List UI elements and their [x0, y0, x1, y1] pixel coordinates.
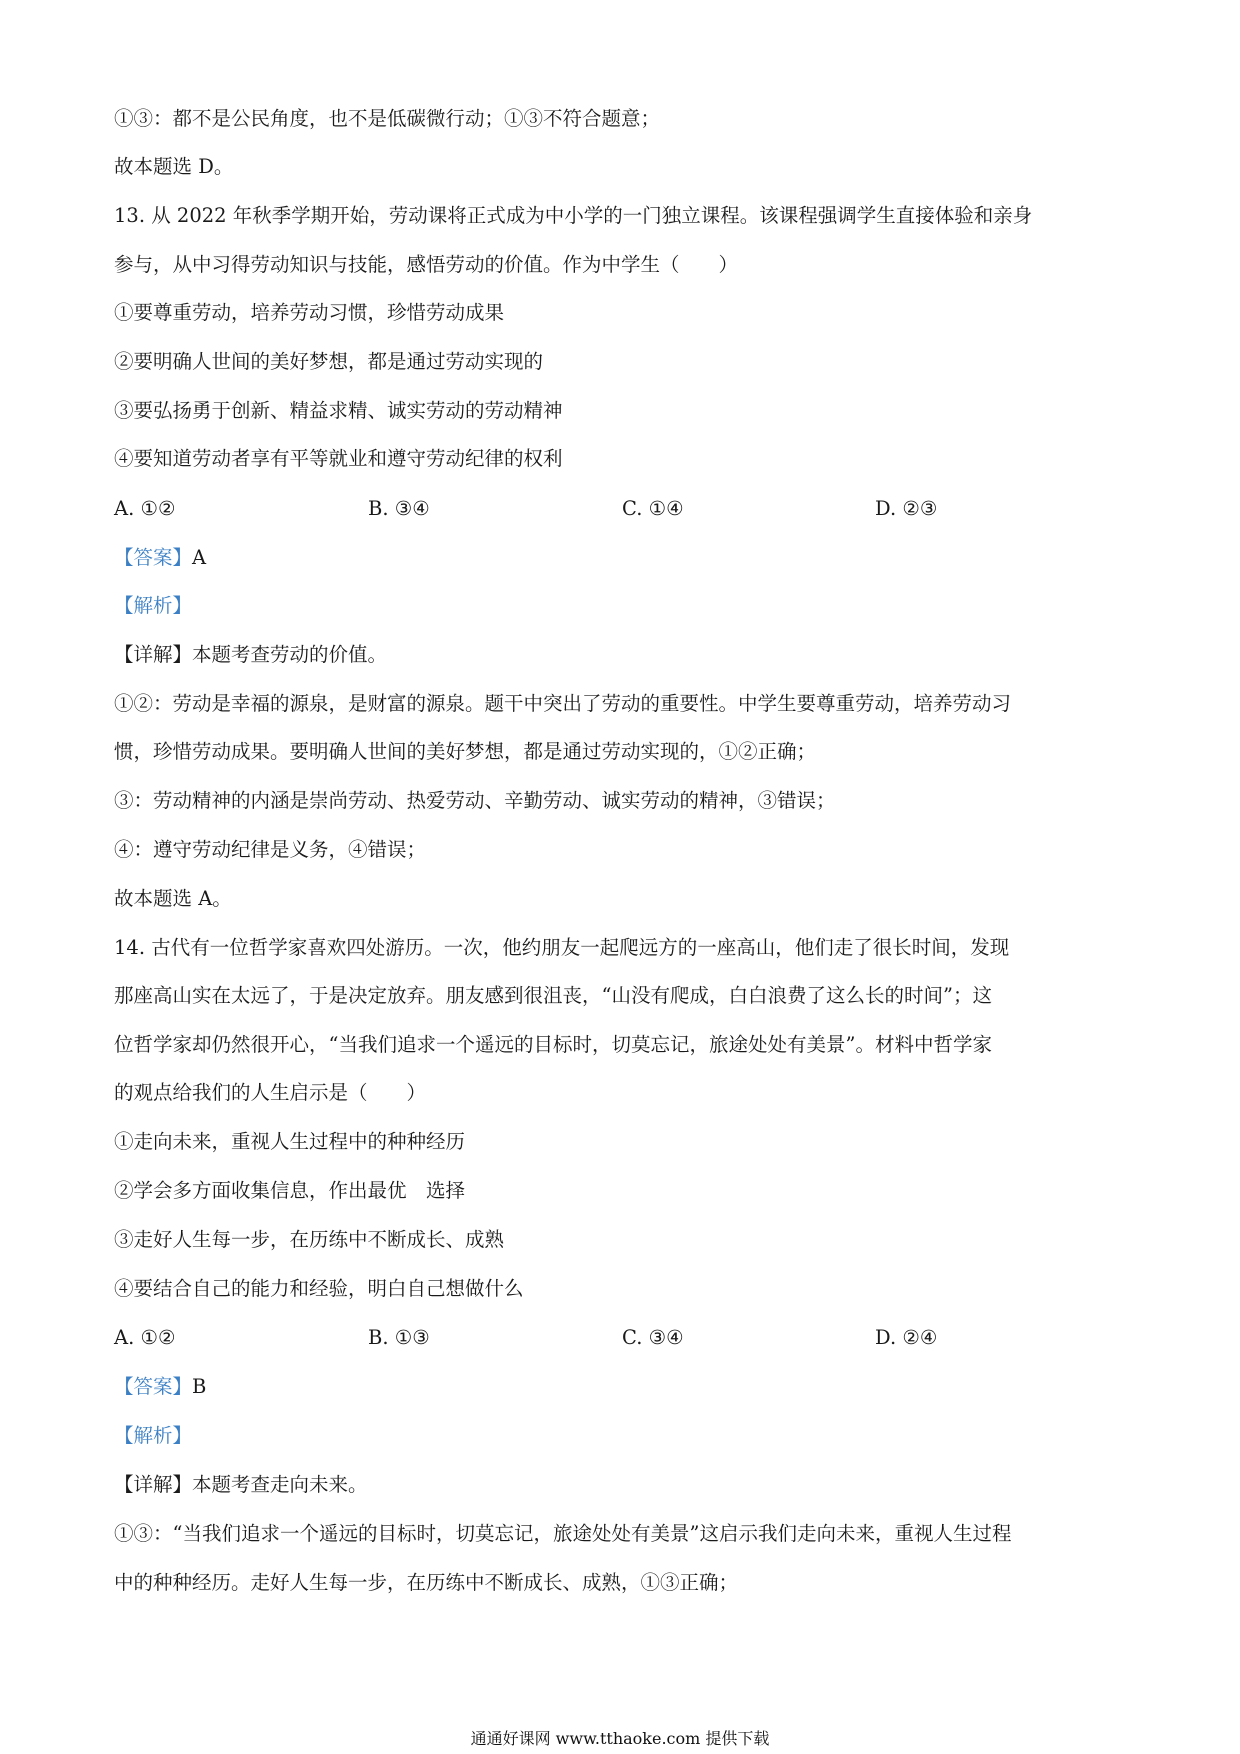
q14-explain-line-2: 中的种种经历。走好人生每一步，在历练中不断成长、成熟，①③正确； [114, 1571, 739, 1594]
q14-stem-line-3: 位哲学家却仍然很开心，“当我们追求一个遥远的目标时，切莫忘记，旅途处处有美景”。材料中哲学家 [114, 1033, 992, 1056]
answer-tag: 【答案】 [114, 546, 193, 569]
q13-detail-line [114, 640, 1130, 670]
analysis-tag: 【解析】 [114, 1424, 193, 1447]
q14-answer-line [114, 1372, 1130, 1402]
q13-item-1: ①要尊重劳动，培养劳动习惯，珍惜劳动成果 [114, 301, 505, 324]
q13-explain-line-1: ①②：劳动是幸福的源泉，是财富的源泉。题干中突出了劳动的重要性。中学生要尊重劳动，培养劳动习 [114, 692, 1012, 715]
q14-stem-line-1: 14. 古代有一位哲学家喜欢四处游历。一次，他约朋友一起爬远方的一座高山，他们走了很长时间，发现 [114, 936, 1010, 959]
detail-tag: 【详解】 [114, 643, 193, 666]
q13-conclusion: 故本题选 A。 [114, 887, 232, 910]
footer-watermark: 通通好课网 www.tthaoke.com 提供下载 [470, 1729, 770, 1748]
q13-option-c: C. ①④ [622, 497, 684, 520]
analysis-tag: 【解析】 [114, 594, 193, 617]
detail-text: 本题考查走向未来。 [192, 1473, 368, 1496]
q14-item-3: ③走好人生每一步，在历练中不断成长、成熟 [114, 1228, 505, 1251]
q13-item-4: ④要知道劳动者享有平等就业和遵守劳动纪律的权利 [114, 447, 563, 470]
q14-option-b: B. ①③ [368, 1326, 430, 1349]
q13-item-3: ③要弘扬勇于创新、精益求精、诚实劳动的劳动精神 [114, 399, 563, 422]
q13-stem-line-1: 13. 从 2022 年秋季学期开始，劳动课将正式成为中小学的一门独立课程。该课程强调学生直接体验和亲身 [114, 204, 1033, 227]
prev-conclusion: 故本题选 D。 [114, 155, 234, 178]
q14-item-2: ②学会多方面收集信息，作出最优 选择 [114, 1179, 466, 1202]
answer-value: B [192, 1375, 207, 1398]
q13-explain-line-4: ④：遵守劳动纪律是义务，④错误； [114, 838, 427, 861]
answer-value: A [192, 546, 207, 569]
q13-item-2: ②要明确人世间的美好梦想，都是通过劳动实现的 [114, 350, 544, 373]
q14-option-c: C. ③④ [622, 1326, 684, 1349]
answer-tag: 【答案】 [114, 1375, 193, 1398]
q14-item-1: ①走向未来，重视人生过程中的种种经历 [114, 1130, 466, 1153]
q13-stem-line-2: 参与，从中习得劳动知识与技能，感悟劳动的价值。作为中学生（ ） [114, 253, 739, 276]
detail-tag: 【详解】 [114, 1473, 193, 1496]
q13-explain-line-3: ③：劳动精神的内涵是崇尚劳动、热爱劳动、辛勤劳动、诚实劳动的精神，③错误； [114, 789, 836, 812]
q14-item-4: ④要结合自己的能力和经验，明白自己想做什么 [114, 1277, 524, 1300]
q13-answer-line [114, 543, 1130, 573]
q14-explain-line-1: ①③：“当我们追求一个遥远的目标时，切莫忘记，旅途处处有美景”这启示我们走向未来，重视人生过程 [114, 1522, 1012, 1545]
q14-option-d: D. ②④ [875, 1326, 938, 1349]
q14-option-a: A. ①② [114, 1326, 176, 1349]
prev-analysis-line: ①③：都不是公民角度，也不是低碳微行动；①③不符合题意； [114, 107, 661, 130]
q14-stem-line-2: 那座高山实在太远了，于是决定放弃。朋友感到很沮丧，“山没有爬成，白白浪费了这么长的时间”；这 [114, 984, 992, 1007]
q14-stem-line-4: 的观点给我们的人生启示是（ ） [114, 1081, 427, 1104]
q13-option-d: D. ②③ [875, 497, 938, 520]
detail-text: 本题考查劳动的价值。 [192, 643, 388, 666]
q14-analysis-line [114, 1421, 1130, 1451]
q14-detail-line [114, 1470, 1130, 1500]
q13-option-a: A. ①② [114, 497, 176, 520]
q13-option-b: B. ③④ [368, 497, 430, 520]
q13-analysis-line [114, 591, 1130, 621]
q13-explain-line-2: 惯，珍惜劳动成果。要明确人世间的美好梦想，都是通过劳动实现的，①②正确； [114, 740, 817, 763]
